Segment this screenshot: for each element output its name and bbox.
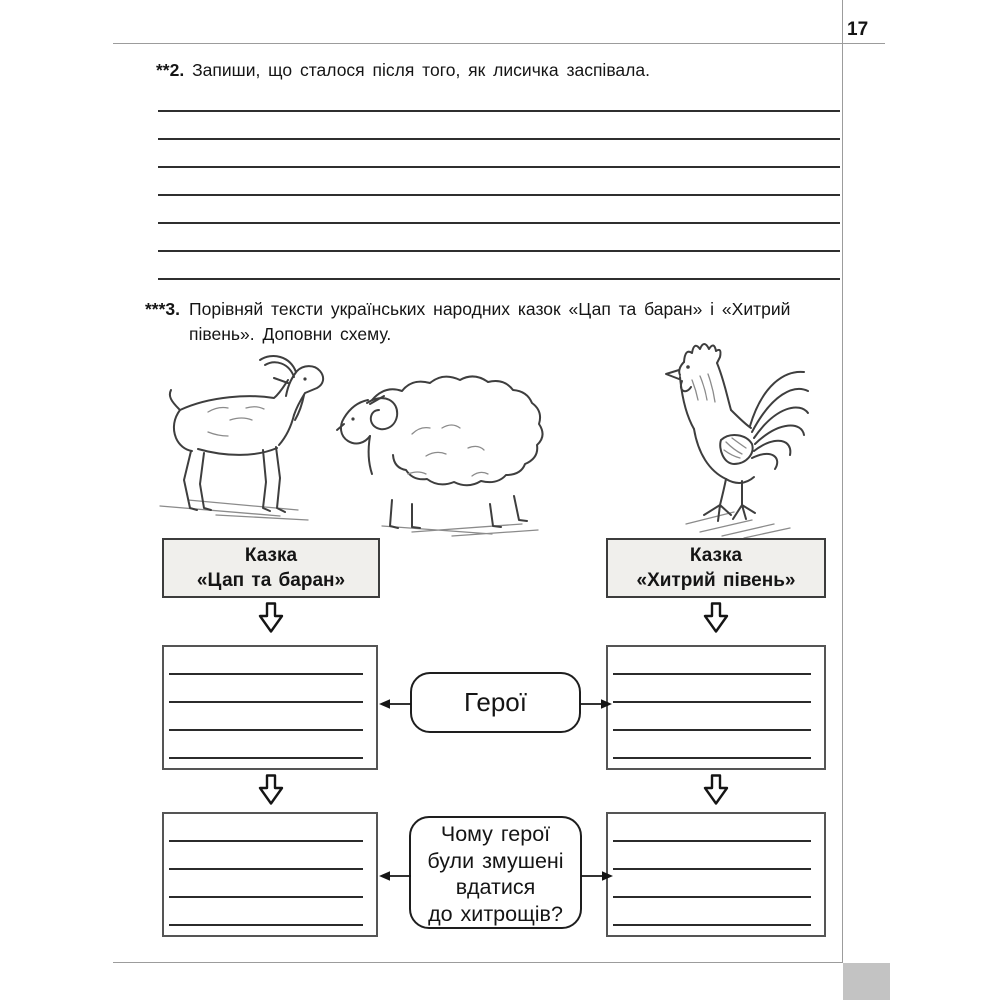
writing-line[interactable] bbox=[169, 703, 363, 731]
writing-line[interactable] bbox=[158, 224, 840, 252]
writing-line[interactable] bbox=[169, 842, 363, 870]
task2-writing-area[interactable] bbox=[158, 84, 840, 280]
writing-line[interactable] bbox=[169, 647, 363, 675]
tale-title-name: «Цап та баран» bbox=[196, 570, 346, 591]
down-arrow-icon bbox=[703, 602, 729, 633]
task2-number: **2. bbox=[156, 60, 185, 80]
writing-line[interactable] bbox=[613, 675, 811, 703]
margin-rule bbox=[842, 0, 843, 963]
tale-title-rooster bbox=[606, 538, 826, 598]
question-line: були змушені bbox=[427, 848, 564, 873]
writing-line[interactable] bbox=[169, 731, 363, 759]
tale-title-word: Казка bbox=[689, 545, 743, 566]
arrow-right-icon bbox=[581, 869, 614, 883]
writing-line[interactable] bbox=[613, 731, 811, 759]
writing-line[interactable] bbox=[613, 703, 811, 731]
answer-box-heroes-left[interactable] bbox=[162, 645, 378, 770]
task2-text: Запиши, що сталося після того, як лисичка заспівала. bbox=[192, 60, 650, 80]
page-number: 17 bbox=[847, 19, 869, 40]
answer-box-tricks-left[interactable] bbox=[162, 812, 378, 937]
writing-line[interactable] bbox=[169, 675, 363, 703]
writing-line[interactable] bbox=[169, 870, 363, 898]
writing-line[interactable] bbox=[158, 252, 840, 280]
corner-tab bbox=[843, 963, 890, 1000]
tale-title-goat-ram bbox=[162, 538, 380, 598]
writing-line[interactable] bbox=[169, 814, 363, 842]
question-line: до хитрощів? bbox=[428, 901, 563, 926]
writing-line[interactable] bbox=[613, 898, 811, 926]
writing-line[interactable] bbox=[158, 168, 840, 196]
writing-line[interactable] bbox=[613, 647, 811, 675]
writing-line[interactable] bbox=[613, 842, 811, 870]
arrow-right-icon bbox=[580, 697, 613, 711]
goat-illustration bbox=[146, 352, 338, 526]
answer-box-tricks-right[interactable] bbox=[606, 812, 826, 937]
arrow-left-icon bbox=[378, 697, 411, 711]
writing-line[interactable] bbox=[169, 898, 363, 926]
arrow-left-icon bbox=[378, 869, 411, 883]
tale-title-word: Казка bbox=[244, 545, 298, 566]
header-rule bbox=[113, 43, 885, 44]
down-arrow-icon bbox=[703, 774, 729, 805]
down-arrow-icon bbox=[258, 774, 284, 805]
question-box-heroes: Герої bbox=[410, 672, 581, 733]
ram-illustration bbox=[322, 364, 548, 538]
writing-line[interactable] bbox=[613, 870, 811, 898]
task3-number: ***3. bbox=[145, 299, 181, 319]
writing-line[interactable] bbox=[158, 140, 840, 168]
question-box-tricks bbox=[409, 816, 582, 929]
question-line: Чому герої bbox=[440, 822, 551, 846]
writing-line[interactable] bbox=[613, 814, 811, 842]
writing-line[interactable] bbox=[158, 196, 840, 224]
writing-line[interactable] bbox=[158, 112, 840, 140]
task2-heading bbox=[156, 58, 856, 83]
question-line: вдатися bbox=[455, 875, 536, 899]
rooster-illustration bbox=[634, 336, 810, 544]
footer-rule bbox=[113, 962, 843, 963]
writing-line[interactable] bbox=[158, 84, 840, 112]
down-arrow-icon bbox=[258, 602, 284, 633]
answer-box-heroes-right[interactable] bbox=[606, 645, 826, 770]
task3-text: Порівняй тексти українських народних казок «Цап та баран» і «Хитрий півень». Доповни схему. bbox=[189, 299, 791, 344]
tale-title-name: «Хитрий півень» bbox=[636, 570, 796, 591]
